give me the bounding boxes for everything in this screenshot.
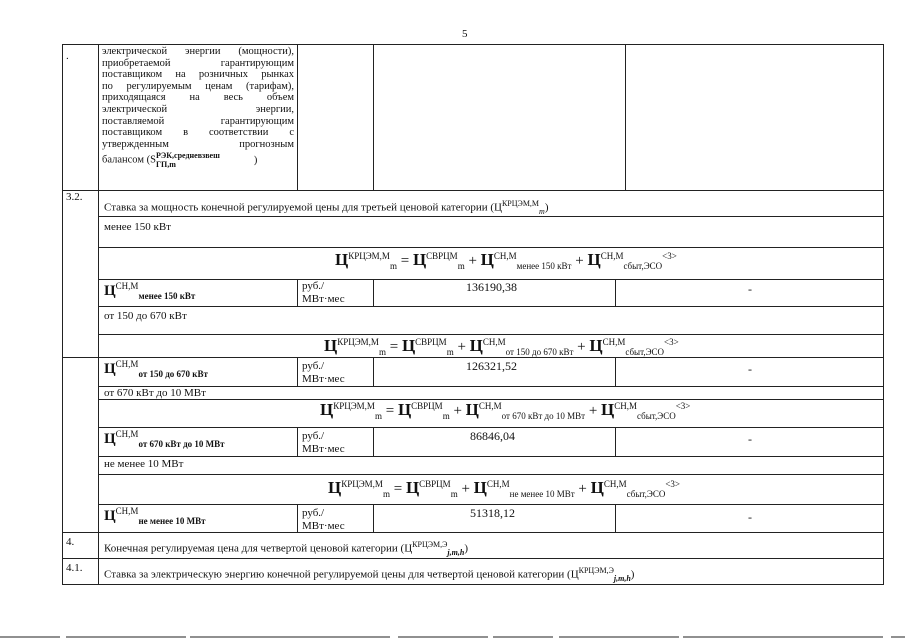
equals-sign: =: [385, 403, 395, 419]
subscript: m: [382, 489, 390, 499]
unit-line-2: МВт·мес: [302, 443, 345, 455]
subscript: от 150 до 670 кВт: [138, 369, 208, 379]
superscript: СН,М: [600, 251, 624, 261]
row-number: 3.2.: [66, 191, 83, 203]
superscript: СН,М: [478, 401, 502, 411]
rule: [62, 44, 884, 45]
text-line: электрической энергии (мощности),: [102, 46, 294, 57]
heading-text: ): [544, 201, 549, 214]
page-number: 5: [462, 28, 468, 40]
subscript: сбыт,ЭСО: [623, 261, 663, 271]
subscript: сбыт,ЭСО: [625, 347, 665, 357]
symbol-line: [102, 151, 294, 169]
price-symbol: Ц: [590, 478, 604, 497]
row-number: 4.1.: [66, 562, 83, 574]
text-line: приобретаемой гарантирующим: [102, 57, 294, 69]
formula: [320, 400, 690, 421]
subscript: менее 150 кВт: [516, 261, 572, 271]
superscript: КРЦЭМ,М: [341, 479, 383, 489]
superscript: КРЦЭМ,М: [348, 251, 390, 261]
rule: [297, 279, 298, 306]
price-symbol: Ц: [589, 336, 603, 355]
unit-line-1: руб./: [302, 430, 325, 442]
rate-value: 126321,52: [466, 359, 517, 373]
rule: [98, 456, 884, 457]
text-line: утвержденным прогнозным: [102, 138, 294, 150]
price-variable: [104, 505, 206, 528]
superscript: СН,М: [115, 506, 139, 516]
text-line: балансом (S: [102, 154, 156, 166]
equals-sign: =: [389, 339, 399, 355]
superscript: СВРЦМ: [415, 337, 447, 347]
subscript: m: [378, 347, 386, 357]
text-line: приходящаяся на весь объем: [102, 92, 294, 104]
empty-value: -: [748, 362, 752, 376]
rule: [62, 190, 884, 191]
superscript: СН,М: [115, 281, 139, 291]
heading-text: Ставка за мощность конечной регулируемой цены для третьей ценовой категории (Ц: [104, 201, 502, 214]
rule: [615, 357, 616, 386]
rule: [373, 44, 374, 190]
superscript: КРЦЭМ,М: [333, 401, 375, 411]
heading-text: Конечная регулируемая цена для четвертой ценовой категории (Ц: [104, 542, 413, 555]
plus-sign: +: [578, 481, 587, 497]
plus-sign: +: [588, 403, 598, 419]
price-symbol: Ц: [469, 336, 483, 355]
equals-sign: =: [393, 481, 403, 497]
row-number: 4.: [66, 536, 75, 548]
subscript: j,m,h: [447, 547, 465, 557]
empty-value: -: [748, 432, 752, 446]
plus-sign: +: [457, 339, 466, 355]
group-label: от 150 до 670 кВт: [104, 310, 187, 322]
group-label: от 670 кВт до 10 МВт: [104, 387, 206, 399]
superscript: КРЦЭМ,Э: [578, 566, 614, 575]
superscript: СН,М: [115, 429, 139, 439]
rule: [615, 504, 616, 532]
rule: [98, 44, 99, 585]
equals-sign: =: [400, 253, 410, 269]
superscript: СН,М: [486, 479, 510, 489]
footnote-ref: <3>: [662, 251, 677, 261]
superscript: СН,М: [602, 337, 626, 347]
rule: [883, 44, 884, 585]
superscript: СН,М: [603, 479, 627, 489]
rule: [615, 279, 616, 306]
superscript: РЭК,средневзвеш: [155, 151, 220, 161]
footnote-ref: <3>: [675, 401, 691, 411]
text-line: электрической энергии,: [102, 103, 294, 115]
rule: [297, 44, 298, 190]
group-label: менее 150 кВт: [104, 221, 171, 233]
price-symbol: Ц: [104, 431, 116, 447]
subscript: сбыт,ЭСО: [626, 489, 666, 499]
price-symbol: Ц: [324, 336, 338, 355]
rule: [297, 504, 298, 532]
subscript: m: [442, 411, 450, 421]
price-symbol: Ц: [335, 250, 349, 269]
plus-sign: +: [575, 253, 584, 269]
price-symbol: Ц: [465, 400, 479, 419]
rule: [297, 357, 298, 386]
rule: [297, 427, 298, 456]
rule: [98, 386, 884, 387]
unit-line-1: руб./: [302, 280, 325, 292]
group-label: не менее 10 МВт: [104, 458, 184, 470]
unit-line-2: МВт·мес: [302, 293, 345, 305]
plus-sign: +: [468, 253, 477, 269]
superscript: СВРЦМ: [426, 251, 458, 261]
rule: [98, 474, 884, 475]
unit-line-1: руб./: [302, 360, 325, 372]
price-symbol: Ц: [401, 336, 416, 355]
section-heading: [104, 197, 549, 218]
rule: [373, 427, 374, 456]
subscript: ГП,m: [155, 160, 176, 170]
price-symbol: Ц: [587, 250, 601, 269]
heading-text: ): [630, 568, 635, 581]
plus-sign: +: [461, 481, 470, 497]
superscript: КРЦЭМ,М: [337, 337, 379, 347]
price-symbol: Ц: [397, 400, 412, 419]
footnote-ref: <3>: [664, 337, 679, 347]
price-variable: [104, 358, 208, 381]
price-symbol: Ц: [405, 478, 420, 497]
text-line: поставщиком в соответствии с: [102, 127, 294, 139]
section-heading: [104, 538, 468, 559]
subscript: m: [450, 489, 458, 499]
unit-line-1: руб./: [302, 507, 325, 519]
price-symbol: Ц: [104, 361, 116, 377]
price-symbol: Ц: [473, 478, 487, 497]
heading-text: ): [464, 542, 468, 555]
text-line: по регулируемым ценам (тарифам),: [102, 80, 294, 92]
superscript: КРЦЭМ,М: [501, 199, 540, 208]
price-variable: [104, 428, 225, 451]
continuation-text: [102, 46, 294, 169]
scan-edge: [0, 636, 905, 640]
empty-value: -: [748, 282, 752, 296]
rule: [373, 357, 374, 386]
superscript: СН,М: [115, 359, 139, 369]
rule: [615, 427, 616, 456]
subscript: m: [446, 347, 454, 357]
text-line: ): [253, 154, 258, 166]
rate-value: 136190,38: [466, 280, 517, 294]
subscript: от 150 до 670 кВт: [505, 347, 574, 357]
empty-value: -: [748, 510, 752, 524]
superscript: КРЦЭМ,Э: [412, 540, 448, 549]
formula: [335, 250, 677, 271]
rule: [98, 504, 884, 505]
price-symbol: Ц: [480, 250, 494, 269]
row-number: .: [66, 50, 69, 62]
subscript: не менее 10 МВт: [138, 516, 206, 526]
unit-line-2: МВт·мес: [302, 520, 345, 532]
price-symbol: Ц: [104, 283, 116, 299]
rate-value: 86846,04: [470, 429, 515, 443]
superscript: СН,М: [614, 401, 638, 411]
price-symbol: Ц: [104, 508, 116, 524]
rate-value: 51318,12: [470, 506, 515, 520]
tariff-table: [62, 44, 884, 584]
rule: [98, 247, 884, 248]
subscript: сбыт,ЭСО: [637, 411, 676, 421]
subscript: m: [374, 411, 382, 421]
plus-sign: +: [577, 339, 586, 355]
rule: [373, 279, 374, 306]
footnote-ref: <3>: [665, 479, 680, 489]
price-symbol: Ц: [328, 478, 342, 497]
text-line: поставляемой гарантирующим: [102, 115, 294, 127]
superscript: СВРЦМ: [411, 401, 443, 411]
rule: [62, 44, 63, 585]
superscript: СН,М: [493, 251, 517, 261]
text-line: поставщиком на розничных рынках: [102, 69, 294, 81]
subscript: m: [457, 261, 465, 271]
subscript: не менее 10 МВт: [509, 489, 575, 499]
rule: [98, 306, 884, 307]
rule: [625, 44, 626, 190]
subscript: от 670 кВт до 10 МВт: [138, 439, 225, 449]
plus-sign: +: [453, 403, 462, 419]
unit-line-2: МВт·мес: [302, 373, 345, 385]
subscript: m: [539, 206, 545, 216]
subscript: j,m,h: [613, 573, 631, 583]
price-symbol: Ц: [412, 250, 427, 269]
price-symbol: Ц: [601, 400, 615, 419]
subscript: менее 150 кВт: [138, 291, 196, 301]
rule: [98, 334, 884, 335]
subscript: m: [389, 261, 397, 271]
price-variable: [104, 280, 195, 303]
heading-text: Ставка за электрическую энергию конечной регулируемой цены для четвертой ценовой категории (Ц: [104, 568, 579, 581]
section-heading: [104, 564, 634, 585]
rule: [373, 504, 374, 532]
price-symbol: Ц: [320, 400, 334, 419]
formula: [328, 478, 680, 499]
superscript: СН,М: [482, 337, 506, 347]
rule: [62, 532, 884, 533]
superscript: СВРЦМ: [419, 479, 451, 489]
subscript: от 670 кВт до 10 МВт: [501, 411, 586, 421]
formula: [324, 336, 679, 357]
